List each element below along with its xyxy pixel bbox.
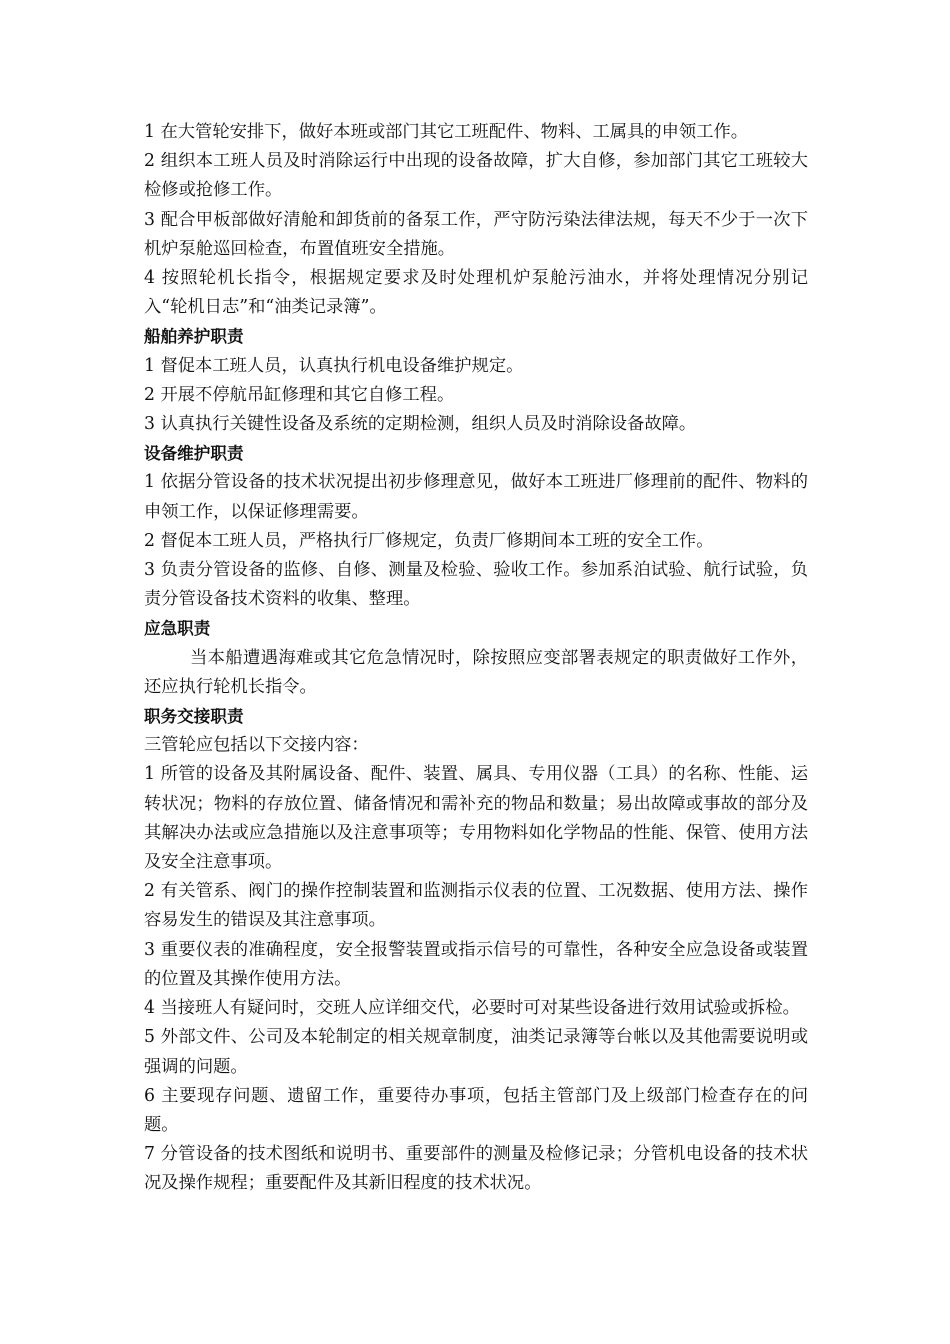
paragraph: 3 认真执行关键性设备及系统的定期检测，组织人员及时消除设备故障。 <box>144 414 697 435</box>
document-page <box>144 118 808 1199</box>
section-heading: 船舶养护职责 <box>144 327 244 347</box>
paragraph: 2 有关管系、阀门的操作控制装置和监测指示仪表的位置、工况数据、使用方法、操作容易发生的错误及其注意事项。 <box>144 881 808 931</box>
paragraph: 2 督促本工班人员，严格执行厂修规定，负责厂修期间本工班的安全工作。 <box>144 530 714 551</box>
section-heading: 职务交接职责 <box>144 707 244 727</box>
paragraph: 3 配合甲板部做好清舱和卸货前的备泵工作，严守防污染法律法规，每天不少于一次下机炉泵舱巡回检查，布置值班安全措施。 <box>144 209 808 259</box>
section-heading: 设备维护职责 <box>144 444 244 464</box>
paragraph: 3 重要仪表的准确程度，安全报警装置或指示信号的可靠性，各种安全应急设备或装置的位置及其操作使用方法。 <box>144 939 808 989</box>
paragraph: 3 负责分管设备的监修、自修、测量及检验、验收工作。参加系泊试验、航行试验，负责分管设备技术资料的收集、整理。 <box>144 560 808 610</box>
paragraph: 1 所管的设备及其附属设备、配件、装置、属具、专用仪器（工具）的名称、性能、运转状况；物料的存放位置、储备情况和需补充的物品和数量；易出故障或事故的部分及其解决办法或应急措施以及注意事项等；专用物料如化学物品的性能、保管、使用方法及安全注意事项。 <box>144 764 808 873</box>
paragraph: 1 依据分管设备的技术状况提出初步修理意见，做好本工班进厂修理前的配件、物料的申领工作，以保证修理需要。 <box>144 472 808 522</box>
paragraph: 2 组织本工班人员及时消除运行中出现的设备故障，扩大自修，参加部门其它工班较大检修或抢修工作。 <box>144 151 808 201</box>
paragraph: 5 外部文件、公司及本轮制定的相关规章制度，油类记录簿等台帐以及其他需要说明或强调的问题。 <box>144 1027 808 1077</box>
paragraph: 2 开展不停航吊缸修理和其它自修工程。 <box>144 384 455 405</box>
paragraph: 4 当接班人有疑问时，交班人应详细交代，必要时可对某些设备进行效用试验或拆检。 <box>144 998 800 1019</box>
paragraph: 6 主要现存问题、遗留工作，重要待办事项，包括主管部门及上级部门检查存在的问题。 <box>144 1085 808 1135</box>
paragraph: 1 在大管轮安排下，做好本班或部门其它工班配件、物料、工属具的申领工作。 <box>144 122 749 142</box>
paragraph: 当本船遭遇海难或其它危急情况时，除按照应变部署表规定的职责做好工作外，还应执行轮机长指令。 <box>144 647 808 697</box>
paragraph: 7 分管设备的技术图纸和说明书、重要部件的测量及检修记录；分管机电设备的技术状况及操作规程；重要配件及其新旧程度的技术状况。 <box>144 1144 808 1194</box>
paragraph: 4 按照轮机长指令，根据规定要求及时处理机炉泵舱污油水，并将处理情况分别记入“轮机日志”和“油类记录簿”。 <box>144 268 808 318</box>
paragraph: 1 督促本工班人员，认真执行机电设备维护规定。 <box>144 355 524 376</box>
section-heading: 应急职责 <box>144 619 211 639</box>
paragraph: 三管轮应包括以下交接内容： <box>144 735 369 756</box>
